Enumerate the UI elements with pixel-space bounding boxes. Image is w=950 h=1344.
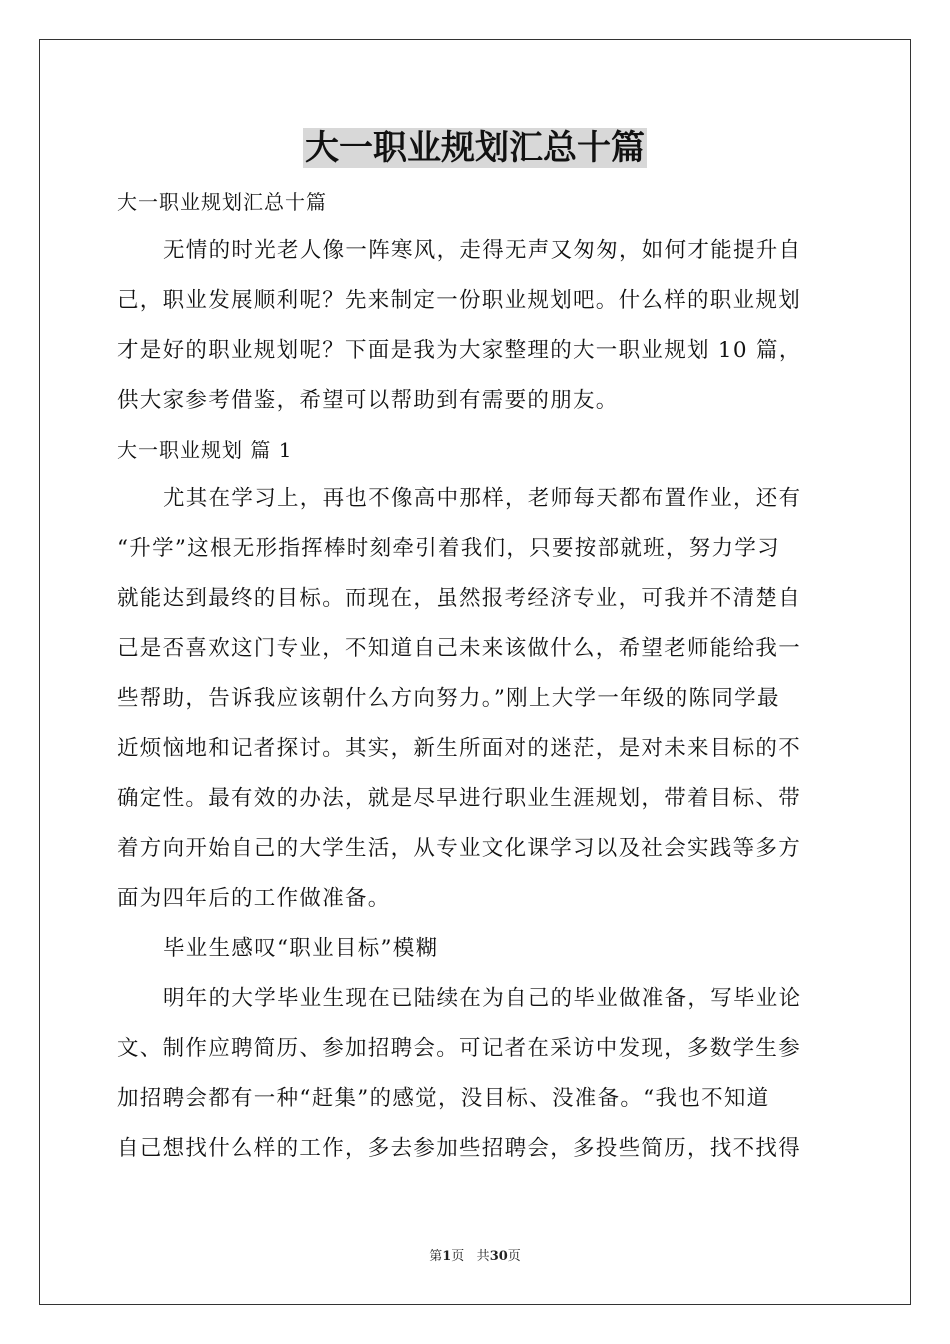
paragraph-line: 才是好的职业规划呢？下面是我为大家整理的大一职业规划 10 篇， [117, 338, 802, 363]
paragraph-line: 己是否喜欢这门专业，不知道自己未来该做什么，希望老师能给我一 [117, 636, 802, 661]
paragraph-line: 加招聘会都有一种“赶集”的感觉，没目标、没准备。“我也不知道 [117, 1086, 770, 1111]
document-title [0, 126, 950, 170]
document-body [117, 178, 837, 1174]
section-paragraph [117, 474, 837, 924]
paragraph-line: 近烦恼地和记者探讨。其实，新生所面对的迷茫，是对未来目标的不 [117, 736, 802, 761]
paragraph-line: 供大家参考借鉴，希望可以帮助到有需要的朋友。 [117, 388, 619, 413]
paragraph-line: 面为四年后的工作做准备。 [117, 886, 391, 911]
paragraph-line: 明年的大学毕业生现在已陆续在为自己的毕业做准备，写毕业论 [163, 986, 802, 1011]
section-heading: 大一职业规划 篇 1 [117, 438, 293, 462]
page-prefix: 第 [429, 1249, 443, 1264]
paragraph-line: 无情的时光老人像一阵寒风，走得无声又匆匆，如何才能提升自 [163, 238, 802, 263]
paragraph-line: “升学”这根无形指挥棒时刻牵引着我们，只要按部就班，努力学习 [117, 536, 780, 561]
total-pages: 30 [489, 1249, 508, 1264]
document-subtitle: 大一职业规划汇总十篇 [117, 190, 327, 214]
total-suffix: 页 [507, 1249, 521, 1264]
paragraph-line: 文、制作应聘简历、参加招聘会。可记者在采访中发现，多数学生参 [117, 1036, 802, 1061]
paragraph-line: 尤其在学习上，再也不像高中那样，老师每天都布置作业，还有 [163, 486, 802, 511]
page-suffix: 页 [451, 1249, 465, 1264]
total-prefix: 共 [476, 1249, 490, 1264]
page-footer [0, 1245, 950, 1264]
intro-paragraph [117, 226, 837, 426]
paragraph-line: 确定性。最有效的办法，就是尽早进行职业生涯规划，带着目标、带 [117, 786, 802, 811]
document-title-text: 大一职业规划汇总十篇 [305, 128, 645, 168]
paragraph-line: 就能达到最终的目标。而现在，虽然报考经济专业，可我并不清楚自 [117, 586, 802, 611]
page-number: 1 [442, 1249, 452, 1264]
paragraph-line: 己，职业发展顺利呢？先来制定一份职业规划吧。什么样的职业规划 [117, 288, 802, 313]
subsection-paragraph [117, 974, 837, 1174]
paragraph-line: 些帮助，告诉我应该朝什么方向努力。”刚上大学一年级的陈同学最 [117, 686, 780, 711]
paragraph-line: 着方向开始自己的大学生活，从专业文化课学习以及社会实践等多方 [117, 836, 802, 861]
subsection-heading: 毕业生感叹“职业目标”模糊 [163, 936, 439, 961]
paragraph-line: 自己想找什么样的工作，多去参加些招聘会，多投些简历，找不找得 [117, 1136, 802, 1161]
